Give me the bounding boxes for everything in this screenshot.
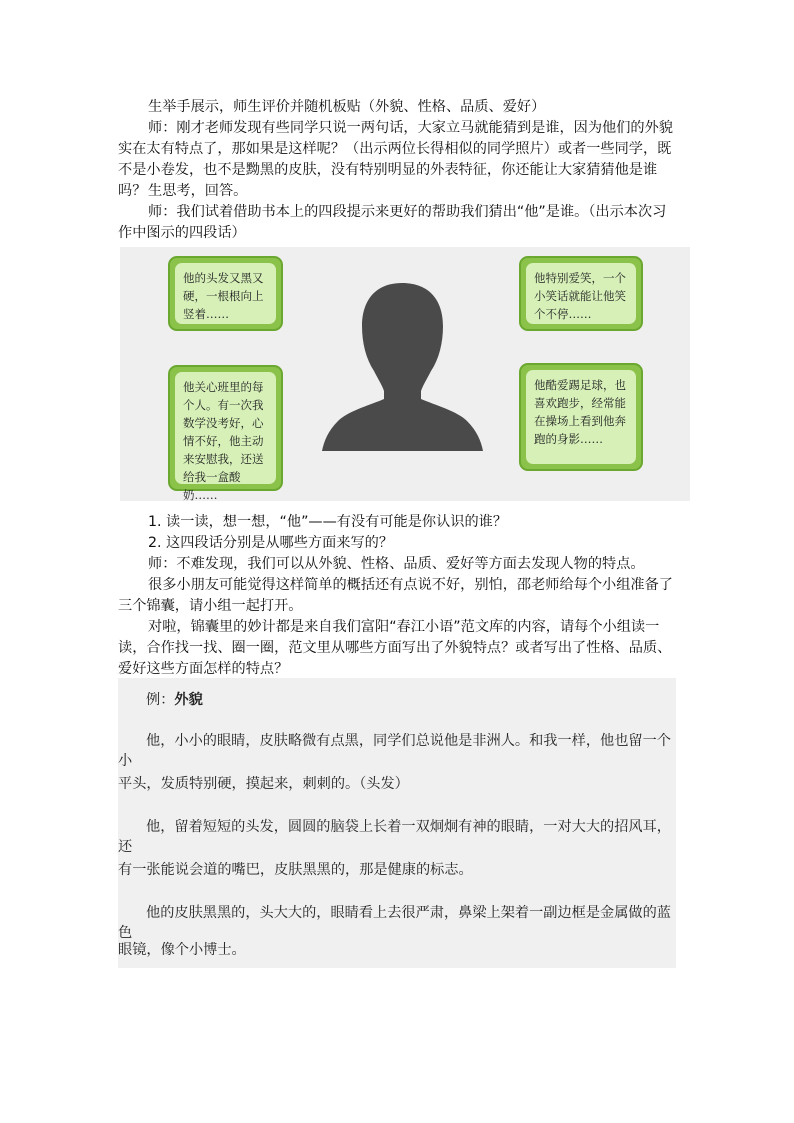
hint-text-hair: 他的头发又黑又硬，一根根向上竖着…… [175, 263, 276, 324]
example-line: 有一张能说会道的嘴巴，皮肤黑黑的，那是健康的标志。 [118, 862, 473, 878]
paragraph-teacher-observation: 师：刚才老师发现有些同学只说一两句话，大家立马就能猜到是谁，因为他们的外貌实在太有特点了，那如果是这样呢？（出示两位长得相似的同学照片）或者一些同学，既不是小卷发，也不是黝黑的皮肤，没有特别明显的外表特征，你还能让大家猜猜他是谁吗？ [118, 120, 673, 199]
hint-bubble-laugh [519, 256, 643, 331]
example-line: 他，小小的眼睛，皮肤略微有点黑，同学们总说他是非洲人。和我一样，他也留一个小 [118, 733, 671, 769]
example-line: 他的皮肤黑黑的，头大大的，眼睛看上去很严肃，鼻梁上架着一副边框是金属做的蓝色 [118, 905, 671, 941]
example-line: 眼镜，像个小博士。 [118, 942, 246, 958]
example-heading-row [118, 690, 704, 710]
hint-bubble-caring [168, 365, 283, 501]
paragraph-pouch: 很多小朋友可能觉得这样简单的概括还有点说不好，别怕，邵老师给每个小组准备了三个锦囊，请小组一起打开。 [118, 577, 673, 614]
hint-text-sports: 他酷爱踢足球，也喜欢跑步，经常能在操场上看到他奔跑的身影…… [526, 370, 636, 464]
question-1: 1. 读一读，想一想，“他”——有没有可能是你认识的谁？ [148, 514, 508, 530]
example-box [118, 678, 676, 968]
example-line: 平头，发质特别硬，摸起来，刺刺的。（头发） [118, 776, 409, 792]
hint-bubble-sports [519, 363, 643, 471]
paragraph-student-think: 生思考，回答。 [148, 183, 248, 199]
question-2: 2. 这四段话分别是从哪些方面来写的？ [148, 535, 394, 551]
example-label: 例： [146, 692, 175, 708]
hint-bubble-hair [168, 256, 283, 331]
paragraph-task: 对啦，锦囊里的妙计都是来自我们富阳“春江小语”范文库的内容，请每个小组读一读，合作找一找、圈一圈，范文里从哪些方面写出了外貌特点？或者写出了性格、品质、爱好这些方面怎样的特点？ [118, 619, 672, 677]
paragraph-student-show: 生举手展示，师生评价并随机板贴（外貌、性格、品质、爱好） [148, 99, 546, 115]
person-silhouette-icon [320, 281, 485, 451]
textbook-illustration [120, 247, 690, 501]
hint-text-caring: 他关心班里的每个人。有一次我数学没考好，心情不好，他主动来安慰我，还送给我一盒酸奶…… [175, 372, 276, 484]
example-line: 他，留着短短的头发，圆圆的脑袋上长着一双炯炯有神的眼睛，一对大大的招风耳，还 [118, 819, 671, 855]
paragraph-teacher-hint: 师：我们试着借助书本上的四段提示来更好的帮助我们猜出“他”是谁。（出示本次习作中图示的四段话） [118, 204, 667, 241]
example-heading: 外貌 [174, 692, 203, 708]
hint-text-laugh: 他特别爱笑，一个小笑话就能让他笑个不停…… [526, 263, 636, 324]
paragraph-discover: 师：不难发现，我们可以从外貌、性格、品质、爱好等方面去发现人物的特点。 [148, 556, 645, 572]
